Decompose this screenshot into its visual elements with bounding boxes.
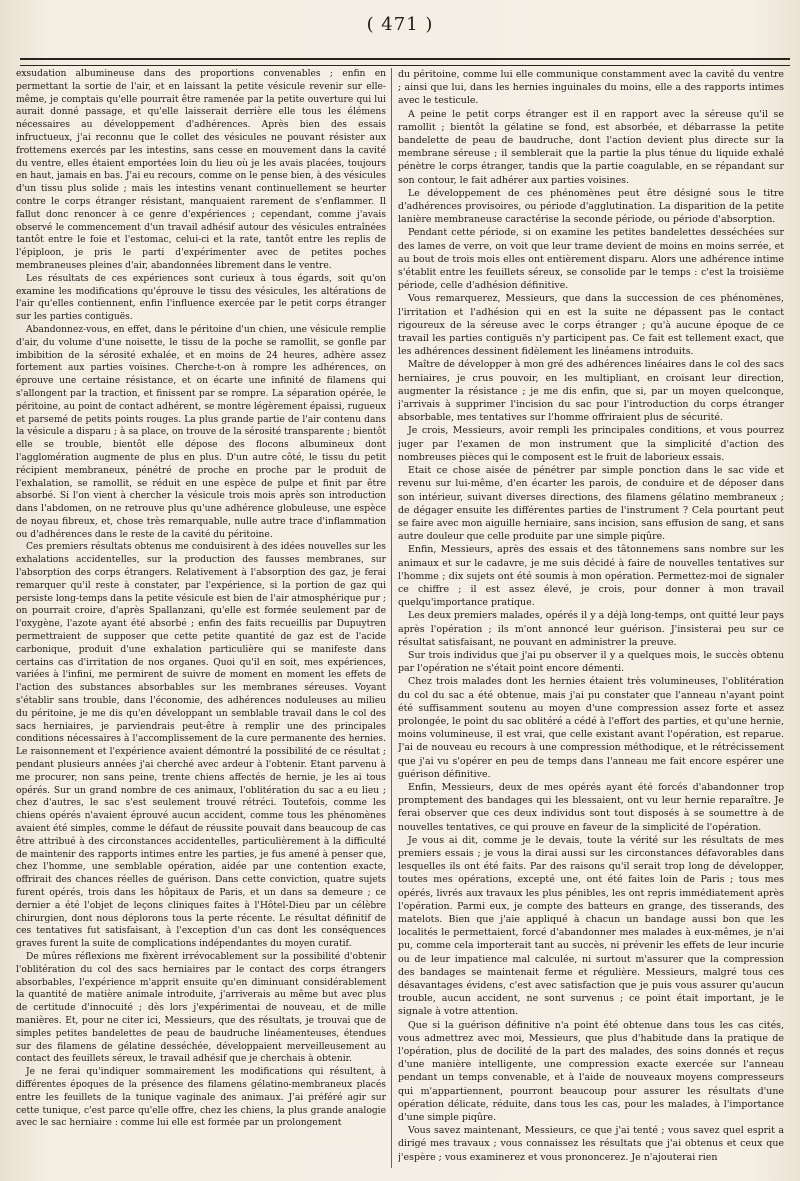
- paragraph: Le développement de ces phénomènes peut être désigné sous le titre d'adhérences provisoires, ou période d'agglutination. La disparition de la petite lanière membraneuse caractérise la seconde période, ou période d'absorption.: [398, 187, 784, 226]
- paragraph: Enfin, Messieurs, deux de mes opérés ayant été forcés d'abandonner trop promptement des bandages qui les blessaient, ont vu leur hernie reparaître. Je ferai observer que ces deux individus sont tout disposés à se soumettre à de nouvelles tentatives, ce qui prouve en faveur de la simplicité de l'opération.: [398, 781, 784, 833]
- paragraph: Maître de développer à mon gré des adhérences linéaires dans le col des sacs herniaires, je crus pouvoir, en les multipliant, en croisant leur direction, augmenter la résistance ; je me dis enfin, que si, par un moyen quelconque, j'arrivais à supprimer l'incision du sac pour l'introduction du corps étranger absorbable, mes tentatives sur l'homme offriraient plus de sécurité.: [398, 359, 784, 424]
- paragraph: Les résultats de ces expériences sont curieux à tous égards, soit qu'on examine les modifications qu'éprouve le tissu des vésicules, les altérations de l'air qu'elles contiennent, enfin l'influence exercée par le petit corps étranger sur les parties contiguës.: [16, 273, 386, 323]
- paragraph: Vous remarquerez, Messieurs, que dans la succession de ces phénomènes, l'irritation et l'adhésion qui en est la suite ne dépassent pas le contact rigoureux de la séreuse avec le corps étranger ; qu'à aucune époque de ce travail les parties contiguës n'y participent pas. Ce fait est tellement exact, que les adhérences dessinent fidèlement les linéamens introduits.: [398, 293, 784, 358]
- paragraph: Abandonnez-vous, en effet, dans le péritoine d'un chien, une vésicule remplie d'air, du volume d'une noisette, le tissu de la poche se ramollit, se gonfle par imbibition de la sérosité exhalée, et en moins de 24 heures, adhère assez fortement aux parties voisines. Cherche-t-on à rompre les adhérences, on éprouve une certaine résistance, et on écarte une infinité de filamens qui s'allongent par la traction, et finissent par se rompre. La séparation opérée, le péritoine, au point de contact adhérent, se montre légèrement épaissi, rugueux et parsemé de petits points rouges. La plus grande partie de l'air contenu dans la vésicule a disparu ; à sa place, on trouve de la sérosité transparente ; bientôt elle se trouble, bientôt elle dépose des flocons albumineux dont l'agglomération augmente de plus en plus. D'un autre côté, le tissu du petit récipient membraneux, pénétré de proche en proche par le produit de l'exhalation, se ramollit, se réduit en une espèce de pulpe et finit par être absorbé. Si l'on vient à chercher la vésicule trois mois après son introduction dans l'abdomen, on ne retrouve plus qu'une adhérence globuleuse, une espèce de noyau fibreux, et, chose très remarquable, nulle autre trace d'inflammation ou d'adhérences dans le reste de la cavité du péritoine.: [16, 324, 386, 540]
- paragraph: Je crois, Messieurs, avoir rempli les principales conditions, et vous pourrez juger par l'examen de mon instrument que la simplicité d'action des nombreuses pièces qui le composent est le fruit de laborieux essais.: [398, 425, 784, 463]
- paragraph: Je ne ferai qu'indiquer sommairement les modifications qui résultent, à différentes époques de la présence des filamens gélatino-membraneux placés entre les feuillets de la tunique vaginale des animaux. J'ai préféré agir sur cette tunique, c'est parce qu'elle offre, chez les chiens, la plus grande analogie avec le sac herniaire : comme lui elle est formée par un prolongement: [16, 1067, 386, 1129]
- left-column: [16, 68, 386, 1168]
- paragraph: Ces premiers résultats obtenus me conduisirent à des idées nouvelles sur les exhalations accidentelles, sur la production des fausses membranes, sur l'absorption des corps étrangers. Relativement à l'absorption des gaz, je ferai remarquer qu'il reste à constater, par l'expérience, si la portion de gaz qui persiste long-temps dans la petite vésicule est bien de l'air atmosphérique pur ; on pourrait croire, d'après Spallanzani, qu'elle est formée seulement par de l'oxygène, l'azote ayant été absorbé ; enfin des faits recueillis par Dupuytren permettraient de supposer que cette petite quantité de gaz est de l'acide carbonique, produit d'une exhalation particulière qui se manifeste dans certains cas d'irritation de nos organes. Quoi qu'il en soit, mes expériences, variées à l'infini, me permirent de suivre de moment en moment les effets de l'action des substances absorbables sur les membranes séreuses. Voyant s'établir sans trouble, dans l'économie, des adhérences noduleuses au milieu du péritoine, je me dis qu'en développant un semblable travail dans le col des sacs herniaires, je parviendrais peut-être à remplir une des principales conditions nécessaires à l'accomplissement de la cure permanente des hernies. Le raisonnement et l'expérience avaient démontré la possibilité de ce résultat ; pendant plusieurs années j'ai cherché avec ardeur à l'obtenir. Etant parvenu à me procurer, non sans peine, trente chiens affectés de hernie, je les ai tous opérés. Sur un grand nombre de ces animaux, l'oblitération du sac a eu lieu ; chez d'autres, le sac s'est seulement trouvé rétréci. Toutefois, comme les chiens opérés n'avaient éprouvé aucun accident, comme tous les phénomènes avaient été simples, comme le défaut de réussite pouvait dans beaucoup de cas être attribué à des circonstances accidentelles, particulièrement à la difficulté de maintenir des rapports intimes entre les parties, je fus amené à penser que, chez l'homme, une semblable opération, aidée par une contention exacte, offrirait des chances réelles de guérison. Dans cette conviction, quatre sujets furent opérés, trois dans les hôpitaux de Paris, et un dans sa demeure ; ce dernier a été l'objet de leçons cliniques faites à l'Hôtel-Dieu par un célèbre chirurgien, dont nous déplorons tous la perte récente. Le résultat définitif de ces tentatives fut satisfaisant, à l'exception d'un cas dont les conséquences graves furent la suite de complications indépendantes du moyen curatif.: [16, 542, 386, 950]
- paragraph: Les deux premiers malades, opérés il y a déjà long-temps, ont quitté leur pays après l'opération ; ils m'ont annoncé leur guérison. J'insisterai peu sur ce résultat satisfaisant, ne pouvant en administrer la preuve.: [398, 610, 784, 648]
- column-divider: [391, 68, 392, 1168]
- paragraph: Chez trois malades dont les hernies étaient très volumineuses, l'oblitération du col du sac a été obtenue, mais j'ai pu constater que l'anneau n'ayant point été suffisamment soutenu au moyen d'une compression assez forte et assez prolongée, le point du sac oblitéré a cédé à l'effort des parties, et qu'une hernie, moins volumineuse, il est vrai, que celle existant avant l'opération, est reparue. J'ai de nouveau eu recours à une compression méthodique, et le rétrécissement que j'ai vu s'opérer en peu de temps dans l'anneau me fait encore espérer une guérison définitive.: [398, 676, 784, 780]
- paragraph: du péritoine, comme lui elle communique constamment avec la cavité du ventre ; ainsi que lui, dans les hernies inguinales du moins, elle a des rapports intimes avec le testicule.: [398, 69, 784, 107]
- paragraph: Vous savez maintenant, Messieurs, ce que j'ai tenté ; vous savez quel esprit a dirigé mes travaux ; vous connaissez les résultats que j'ai obtenus et ceux que j'espère ; vous examinerez et vous prononcerez. Je n'ajouterai rien: [398, 1125, 784, 1163]
- right-column: [398, 68, 784, 1168]
- paragraph: De mûres réflexions me fixèrent irrévocablement sur la possibilité d'obtenir l'oblitération du col des sacs herniaires par le contact des corps étrangers absorbables, l'expérience m'apprit ensuite qu'en diminuant considérablement la quantité de matière animale introduite, j'arriverais au même but avec plus de certitude d'innocuité ; dès lors j'expérimentai de nouveau, et de mille manières. Et, pour ne citer ici, Messieurs, que des résultats, je trouvai que de simples petites bandelettes de peau de baudruche linéamenteuses, étendues sur des filamens de gélatine desséchée, développaient merveilleusement au contact des feuillets séreux, le travail adhésif que je cherchais à obtenir.: [16, 951, 386, 1065]
- paragraph: Je vous ai dit, comme je le devais, toute la vérité sur les résultats de mes premiers essais ; je vous la dirai aussi sur les circonstances défavorables dans lesquelles ils ont été faits. Par des raisons qu'il serait trop long de développer, toutes mes opérations, excepté une, ont été faites loin de Paris ; tous mes opérés, livrés aux travaux les plus pénibles, les ont repris immédiatement après l'opération. Parmi eux, je compte des batteurs en grange, des tisserands, des matelots. Bien que j'aie appliqué à chacun un bandage aussi bon que les localités le permettaient, forcé d'abandonner mes malades à eux-mêmes, je n'ai pu, comme cela importerait tant au succès, ni prévenir les effets de leur incurie ou de leur impatience mal calculée, ni surtout m'assurer que la compression des bandages se maintenait ferme et régulière. Messieurs, malgré tous ces désavantages évidens, c'est avec satisfaction que je puis vous assurer qu'aucun trouble, aucun accident, ne sont survenus ; ce point était important, je le signale à votre attention.: [398, 834, 784, 1018]
- header-rule: [20, 58, 790, 66]
- page-number: ( 471 ): [366, 14, 434, 35]
- paragraph: Que si la guérison définitive n'a point été obtenue dans tous les cas cités, vous admettrez avec moi, Messieurs, que plus d'habitude dans la pratique de l'opération, plus de docilité de la part des malades, des soins donnés et reçus d'une manière intelligente, une compression exacte exercée sur l'anneau pendant un temps convenable, et à l'aide de nouveaux moyens compresseurs qui m'appartiennent, pourront beaucoup pour assurer les résultats d'une opération délicate, réduite, dans tous les cas, pour les malades, à l'importance d'une simple piqûre.: [398, 1019, 784, 1124]
- paragraph: Enfin, Messieurs, après des essais et des tâtonnemens sans nombre sur les animaux et sur le cadavre, je me suis décidé à faire de nouvelles tentatives sur l'homme ; dix sujets ont été soumis à mon opération. Permettez-moi de signaler ce chiffre ; il est assez élevé, je crois, pour donner à mon travail quelqu'importance pratique.: [398, 544, 784, 609]
- paragraph: Etait ce chose aisée de pénétrer par simple ponction dans le sac vide et revenu sur lui-même, d'en écarter les parois, de conduire et de déposer dans son intérieur, suivant diverses directions, des filamens gélatino membraneux ; de dégager ensuite les différentes parties de l'instrument ? Cela pourtant peut se faire avec mon aiguille herniaire, sans incision, sans effusion de sang, et sans autre douleur que celle produite par une simple piqûre.: [398, 465, 784, 543]
- paragraph: exsudation albumineuse dans des proportions convenables ; enfin en permettant la sortie de l'air, et en laissant la petite vésicule revenir sur elle-même, je comptais qu'elle pourrait être ramenée par la petite ouverture qui lui aurait donné passage, et qu'elle laisserait derrière elle tous les élémens nécessaires au développement d'adhérences. Après bien des essais infructueux, j'ai reconnu que le collet des vésicules ne pouvant résister aux frottemens exercés par les intestins, sans cesse en mouvement dans la cavité du ventre, elles étaient emportées loin du lieu où je les avais placées, toujours en haut, jamais en bas. J'ai eu recours, comme on le pense bien, à des vésicules d'un tissu plus solide ; mais les intestins venant continuellement se heurter contre le corps étranger résistant, manquaient rarement de s'enflammer. Il fallut donc renoncer à ce genre d'expériences ; cependant, comme j'avais observé le commencement d'un travail adhésif autour des vésicules entraînées tantôt entre le foie et l'estomac, celui-ci et la rate, tantôt entre les replis de l'épiploon, je pris le parti d'expérimenter avec de petites poches membraneuses pleines d'air, abandonnées librement dans le ventre.: [16, 69, 386, 271]
- paragraph: Sur trois individus que j'ai pu observer il y a quelques mois, le succès obtenu par l'opération ne s'était point encore démenti.: [398, 649, 784, 675]
- paragraph: A peine le petit corps étranger est il en rapport avec la séreuse qu'il se ramollit ; bientôt la gélatine se fond, est absorbée, et débarrasse la petite bandelette de peau de baudruche, dont l'action devient plus directe sur la membrane séreuse ; il semblerait que la partie la plus ténue du liquide exhalé pénètre le corps étranger, tandis que la partie coagulable, en se répandant sur son contour, le fait adhérer aux parties voisines.: [398, 108, 784, 186]
- paragraph: Pendant cette période, si on examine les petites bandelettes desséchées sur des lames de verre, on voit que leur trame devient de moins en moins serrée, et au bout de trois mois elles ont entièrement disparu. Alors une adhérence intime s'établit entre les feuillets séreux, se consolide par le temps : c'est la troisième période, celle d'adhésion définitive.: [398, 227, 784, 292]
